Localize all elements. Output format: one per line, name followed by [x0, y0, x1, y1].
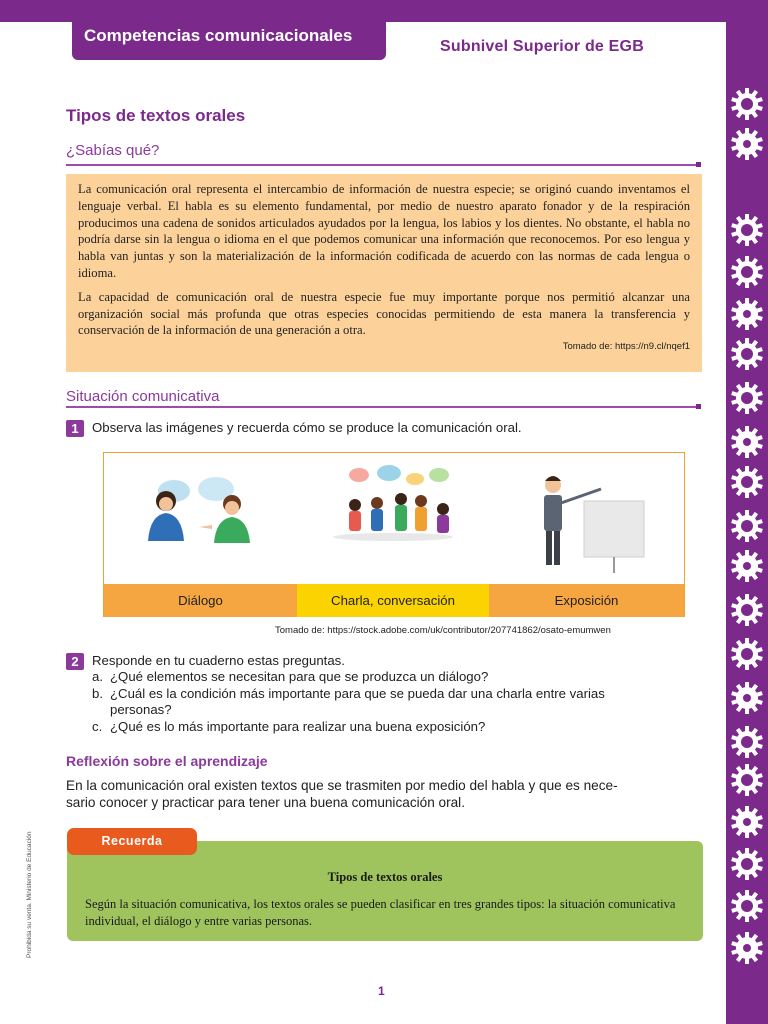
divider-end [696, 162, 701, 167]
reflection-title: Reflexión sobre el aprendizaje [66, 753, 268, 769]
gear-icon [729, 508, 765, 544]
gear-icon [729, 724, 765, 760]
divider [66, 406, 697, 408]
gear-icon [729, 762, 765, 798]
question-letter: b. [92, 686, 103, 701]
gear-icon [729, 846, 765, 882]
gear-icon [729, 380, 765, 416]
gear-icon [729, 424, 765, 460]
side-note: Prohibida su venta. Ministerio de Educación [26, 831, 33, 958]
info-paragraph: La capacidad de comunicación oral de nuestra especie fue muy importante porque nos permitió alcanzar una organización social más profunda que otras especies conocidas permitiendo de esta manera la transferencia y conservación de la información de una generación a otra. [78, 289, 690, 338]
gear-icon [729, 592, 765, 628]
reflection-text: sario conocer y practicar para tener una buena comunicación oral. [66, 795, 465, 810]
activity-instruction: Observa las imágenes y recuerda cómo se produce la comunicación oral. [92, 420, 522, 435]
gear-icon [729, 254, 765, 290]
info-box [66, 174, 702, 372]
image-caption: Diálogo [104, 584, 297, 617]
image-source: Tomado de: https://stock.adobe.com/uk/contributor/207741862/osato-emumwen [275, 625, 611, 636]
gear-icon [729, 464, 765, 500]
activity-instruction: Responde en tu cuaderno estas preguntas. [92, 653, 345, 668]
info-paragraph: La comunicación oral representa el intercambio de información de nuestra especie; se originó cuando inventamos el lenguaje verbal. El habla es su elemento fundamental, por medio de nuestro aparato fonador y de la respiración producimos una cadena de sonidos articulados ayudados por la lengua, los labios y los dientes. No obstante, el habla no podría darse sin la lengua o idioma en el que podemos comunicar una información que reconocemos. Por eso lengua y habla van juntas y son la materialización de la información codificada de acuerdo con las normas de cada lengua o idioma. [78, 182, 690, 280]
divider [66, 164, 697, 166]
situacion-heading: Situación comunicativa [66, 388, 220, 405]
recuerda-tab: Recuerda [67, 828, 197, 855]
divider-end [696, 404, 701, 409]
image-table [103, 452, 685, 617]
gear-icon [729, 336, 765, 372]
recuerda-title: Tipos de textos orales [327, 870, 443, 884]
gear-icon [729, 86, 765, 122]
activity-number: 1 [66, 420, 84, 437]
info-source: Tomado de: https://n9.cl/nqef1 [562, 341, 690, 353]
gear-icon [729, 548, 765, 584]
question-text: ¿Cuál es la condición más importante para que se pueda dar una charla entre varias [110, 686, 605, 701]
gear-icon [729, 888, 765, 924]
series-title: Competencias comunicacionales [72, 14, 386, 60]
gear-icon [729, 296, 765, 332]
level-label: Subnivel Superior de EGB [440, 38, 644, 55]
image-caption: Charla, conversación [297, 584, 489, 617]
section-title: Tipos de textos orales [66, 106, 246, 125]
gear-icon [729, 804, 765, 840]
gear-icon [729, 212, 765, 248]
page-number: 1 [378, 984, 385, 998]
question-letter: a. [92, 669, 103, 684]
image-caption: Exposición [489, 584, 684, 617]
dialogue-illustration [104, 453, 298, 584]
gear-icon [729, 636, 765, 672]
question-text: ¿Qué es lo más importante para realizar una buena exposición? [110, 719, 486, 734]
activity-number: 2 [66, 653, 84, 670]
question-letter: c. [92, 719, 103, 734]
gear-icon [729, 126, 765, 162]
exposition-illustration [489, 453, 684, 584]
gear-icon [729, 680, 765, 716]
question-text: ¿Qué elementos se necesitan para que se produzca un diálogo? [110, 669, 489, 684]
recuerda-text: Según la situación comunicativa, los textos orales se pueden clasificar en tres grandes tipos: la situación comunicativa individual, el diálogo y entre varias personas. [85, 897, 676, 928]
sabias-que-heading: ¿Sabías qué? [66, 142, 160, 159]
reflection-text: En la comunicación oral existen textos que se trasmiten por medio del habla y que es nece- [66, 778, 618, 793]
conversation-illustration [297, 453, 490, 584]
question-text-continued: personas? [110, 702, 172, 717]
gear-icon [729, 930, 765, 966]
